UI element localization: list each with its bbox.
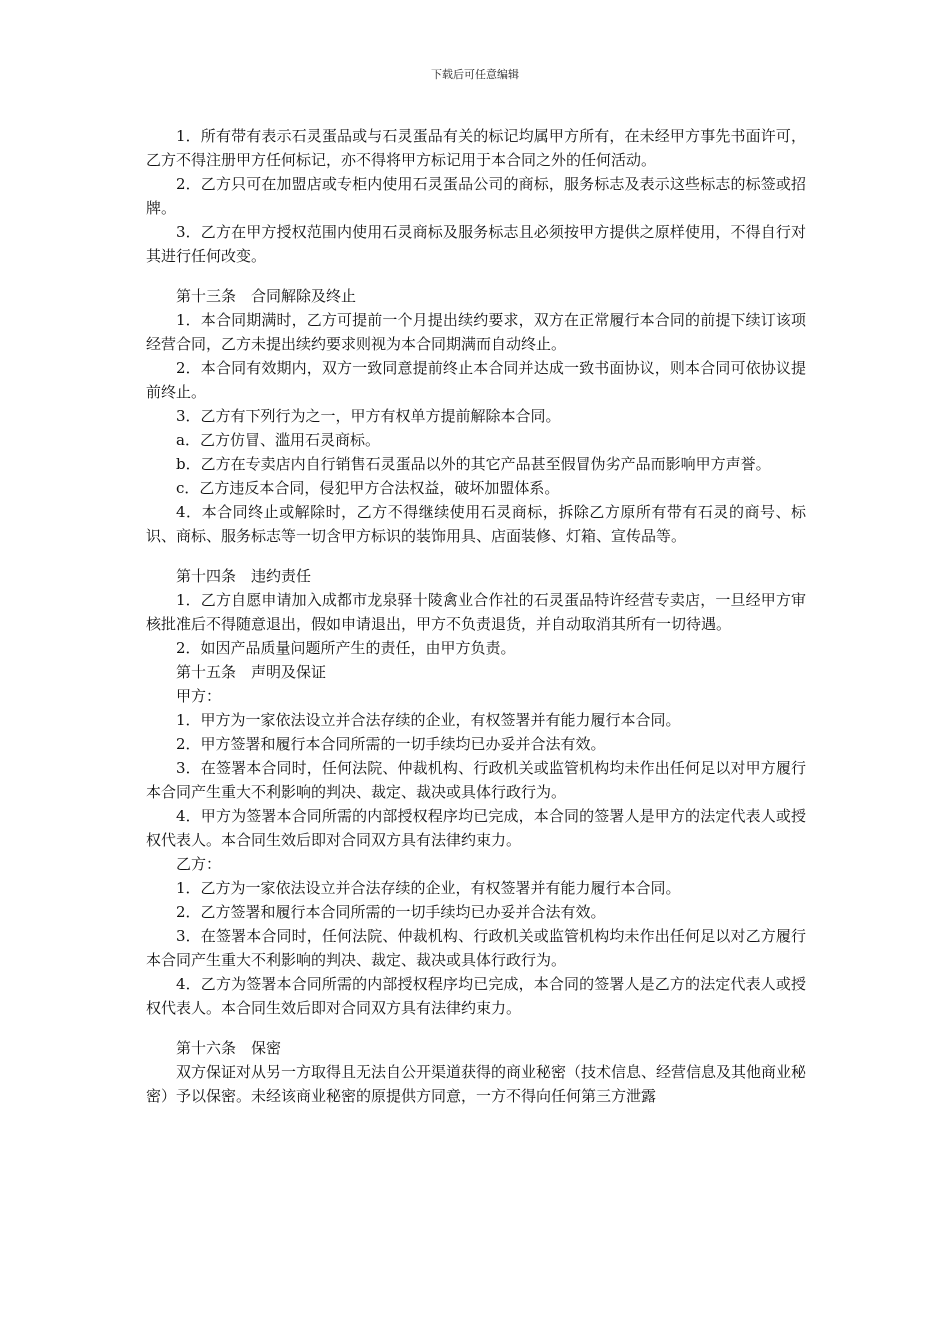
paragraph: 1．乙方为一家依法设立并合法存续的企业，有权签署并有能力履行本合同。 [176, 879, 681, 897]
paragraph: 1．所有带有表示石灵蛋品或与石灵蛋品有关的标记均属甲方所有，在未经甲方事先书面许可，乙方不得注册甲方任何标记，亦不得将甲方标记用于本合同之外的任何活动。 [146, 127, 806, 169]
paragraph: 2．本合同有效期内，双方一致同意提前终止本合同并达成一致书面协议，则本合同可依协议提前终止。 [146, 359, 806, 401]
paragraph: 甲方： [176, 687, 222, 705]
paragraph: 4．本合同终止或解除时，乙方不得继续使用石灵商标，拆除乙方原所有带有石灵的商号、标识、商标、服务标志等一切含甲方标识的装饰用具、店面装修、灯箱、宣传品等。 [146, 503, 806, 545]
paragraph: 2．甲方签署和履行本合同所需的一切手续均已办妥并合法有效。 [176, 735, 606, 753]
paragraph: 第十五条 声明及保证 [176, 663, 327, 681]
paragraph: 2．如因产品质量问题所产生的责任，由甲方负责。 [176, 639, 516, 657]
paragraph: 乙方： [176, 855, 222, 873]
paragraph: 2．乙方只可在加盟店或专柜内使用石灵蛋品公司的商标，服务标志及表示这些标志的标签或招牌。 [146, 175, 806, 217]
paragraph: 第十三条 合同解除及终止 [176, 287, 357, 305]
paragraph: 4．甲方为签署本合同所需的内部授权程序均已完成，本合同的签署人是甲方的法定代表人或授权代表人。本合同生效后即对合同双方具有法律约束力。 [146, 807, 806, 849]
paragraph-gap [146, 1020, 806, 1036]
paragraph: a．乙方仿冒、滥用石灵商标。 [176, 431, 380, 449]
paragraph: b．乙方在专卖店内自行销售石灵蛋品以外的其它产品甚至假冒伪劣产品而影响甲方声誉。 [176, 455, 771, 473]
paragraph: 3．在签署本合同时，任何法院、仲裁机构、行政机关或监管机构均未作出任何足以对甲方履行本合同产生重大不利影响的判决、裁定、裁决或具体行政行为。 [146, 759, 806, 801]
page-header: 下载后可任意编辑 [431, 68, 519, 81]
paragraph: 双方保证对从另一方取得且无法自公开渠道获得的商业秘密（技术信息、经营信息及其他商业秘密）予以保密。未经该商业秘密的原提供方同意，一方不得向任何第三方泄露 [146, 1063, 807, 1105]
paragraph: 3．乙方有下列行为之一，甲方有权单方提前解除本合同。 [176, 407, 561, 425]
paragraph: 4．乙方为签署本合同所需的内部授权程序均已完成，本合同的签署人是乙方的法定代表人或授权代表人。本合同生效后即对合同双方具有法律约束力。 [146, 975, 806, 1017]
paragraph: 3．在签署本合同时，任何法院、仲裁机构、行政机关或监管机构均未作出任何足以对乙方履行本合同产生重大不利影响的判决、裁定、裁决或具体行政行为。 [146, 927, 806, 969]
paragraph: 第十四条 违约责任 [176, 567, 312, 585]
paragraph: 3．乙方在甲方授权范围内使用石灵商标及服务标志且必须按甲方提供之原样使用，不得自行对其进行任何改变。 [146, 223, 806, 265]
paragraph: 1．甲方为一家依法设立并合法存续的企业，有权签署并有能力履行本合同。 [176, 711, 681, 729]
paragraph: 1．本合同期满时，乙方可提前一个月提出续约要求，双方在正常履行本合同的前提下续订该项经营合同，乙方未提出续约要求则视为本合同期满而自动终止。 [146, 311, 806, 353]
paragraph: 1．乙方自愿申请加入成都市龙泉驿十陵禽业合作社的石灵蛋品特许经营专卖店，一旦经甲方审核批准后不得随意退出，假如申请退出，甲方不负责退货，并自动取消其所有一切待遇。 [146, 591, 806, 633]
document-body [146, 124, 806, 1108]
paragraph: c．乙方违反本合同，侵犯甲方合法权益，破坏加盟体系。 [176, 479, 560, 497]
paragraph: 第十六条 保密 [176, 1039, 282, 1057]
paragraph-gap [146, 548, 806, 564]
paragraph-gap [146, 268, 806, 284]
paragraph: 2．乙方签署和履行本合同所需的一切手续均已办妥并合法有效。 [176, 903, 606, 921]
